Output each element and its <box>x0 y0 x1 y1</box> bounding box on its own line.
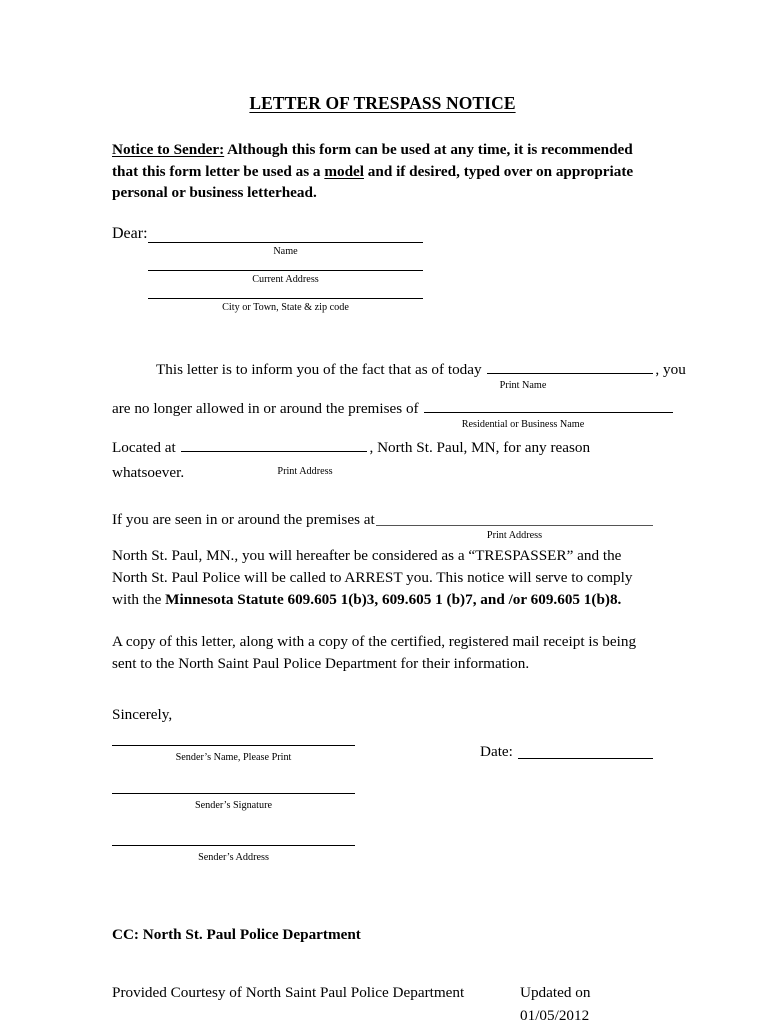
letter-body <box>112 359 686 1025</box>
sender-address-blank-field[interactable] <box>112 845 355 846</box>
document-content <box>112 0 686 1025</box>
trespasser-statute-paragraph <box>112 545 653 611</box>
sender-name-blank-field[interactable] <box>112 745 355 746</box>
body-line-3 <box>112 437 653 460</box>
seen-at-address-blank-field[interactable] <box>376 525 653 526</box>
name-blank-field[interactable] <box>148 242 423 243</box>
notice-text-part1: Although this form can be used at any time, it is recommended that this form letter be used as a <box>112 141 633 180</box>
premises-name-blank-field[interactable] <box>424 398 673 413</box>
signature-zone <box>112 742 653 890</box>
sender-name-caption: Sender’s Name, Please Print <box>175 751 292 763</box>
body-line-1-prefix: This letter is to inform you of the fact that as of today <box>156 360 482 378</box>
page-title-text: LETTER OF TRESPASS NOTICE <box>249 93 516 113</box>
name-caption: Name <box>273 245 298 257</box>
current-address-caption: Current Address <box>252 273 319 285</box>
sender-signature-caption: Sender’s Signature <box>194 799 273 811</box>
salutation-block <box>112 225 653 321</box>
date-label: Date: <box>480 742 513 760</box>
notice-to-sender-label: Notice to Sender: <box>112 141 225 158</box>
body-line-1 <box>112 359 686 391</box>
sender-signature-blank-field[interactable] <box>112 793 355 794</box>
body-line-2-prefix: are no longer allowed in or around the premises of <box>112 399 419 417</box>
body-line-5 <box>112 509 653 541</box>
statute-reference: Minnesota Statute 609.605 1(b)3, 609.605 1 (b)7, and /or 609.605 1(b)8. <box>165 590 622 608</box>
cc-line: CC: North St. Paul Police Department <box>112 925 361 943</box>
notice-emphasis-model: model <box>324 162 364 180</box>
print-address-caption-1: Print Address <box>277 466 333 478</box>
current-address-blank-field[interactable] <box>148 270 423 271</box>
body-line-3-prefix: Located at <box>112 439 176 457</box>
today-date-blank-field[interactable] <box>487 359 653 374</box>
sincerely-text: Sincerely, <box>112 705 173 723</box>
sender-address-caption: Sender’s Address <box>198 851 269 863</box>
notice-text-part2: and if desired, typed over on appropriate personal or business letterhead. <box>112 162 634 202</box>
footer-row <box>112 982 653 1025</box>
notice-to-sender-paragraph <box>112 139 653 204</box>
body-line-1-suffix: , you <box>655 360 686 378</box>
body-line-2 <box>112 398 653 430</box>
print-address-caption-2: Print Address <box>486 529 543 541</box>
print-name-caption: Print Name <box>499 379 547 391</box>
body-line-4-text: whatsoever. <box>112 464 185 482</box>
updated-date-text: Updated on 01/05/2012 <box>520 984 591 1025</box>
body-line-3-suffix: , North St. Paul, MN, for any reason <box>369 439 591 457</box>
located-at-blank-field[interactable] <box>181 437 367 452</box>
copy-notice-paragraph: A copy of this letter, along with a copy of the certified, registered mail receipt is being sent to the North Saint Paul Police Department for their information. <box>112 632 637 672</box>
body-line-5-prefix: If you are seen in or around the premises at <box>112 510 375 528</box>
city-state-zip-blank-field[interactable] <box>148 298 423 299</box>
courtesy-text: Provided Courtesy of North Saint Paul Police Department <box>112 984 465 1002</box>
dear-label: Dear: <box>112 224 148 242</box>
date-blank-field[interactable] <box>518 758 653 759</box>
address-fields-zone <box>112 225 653 321</box>
statute-intro-text: North St. Paul, MN., you will hereafter be considered as a “TRESPASSER” and the North St. Paul Police will be called to ARREST you. This notice will serve to comply with the <box>112 546 633 608</box>
city-state-zip-caption: City or Town, State & zip code <box>222 301 349 313</box>
page-title <box>112 0 653 114</box>
residential-business-name-caption: Residential or Business Name <box>461 418 585 430</box>
body-line-4 <box>112 462 653 485</box>
